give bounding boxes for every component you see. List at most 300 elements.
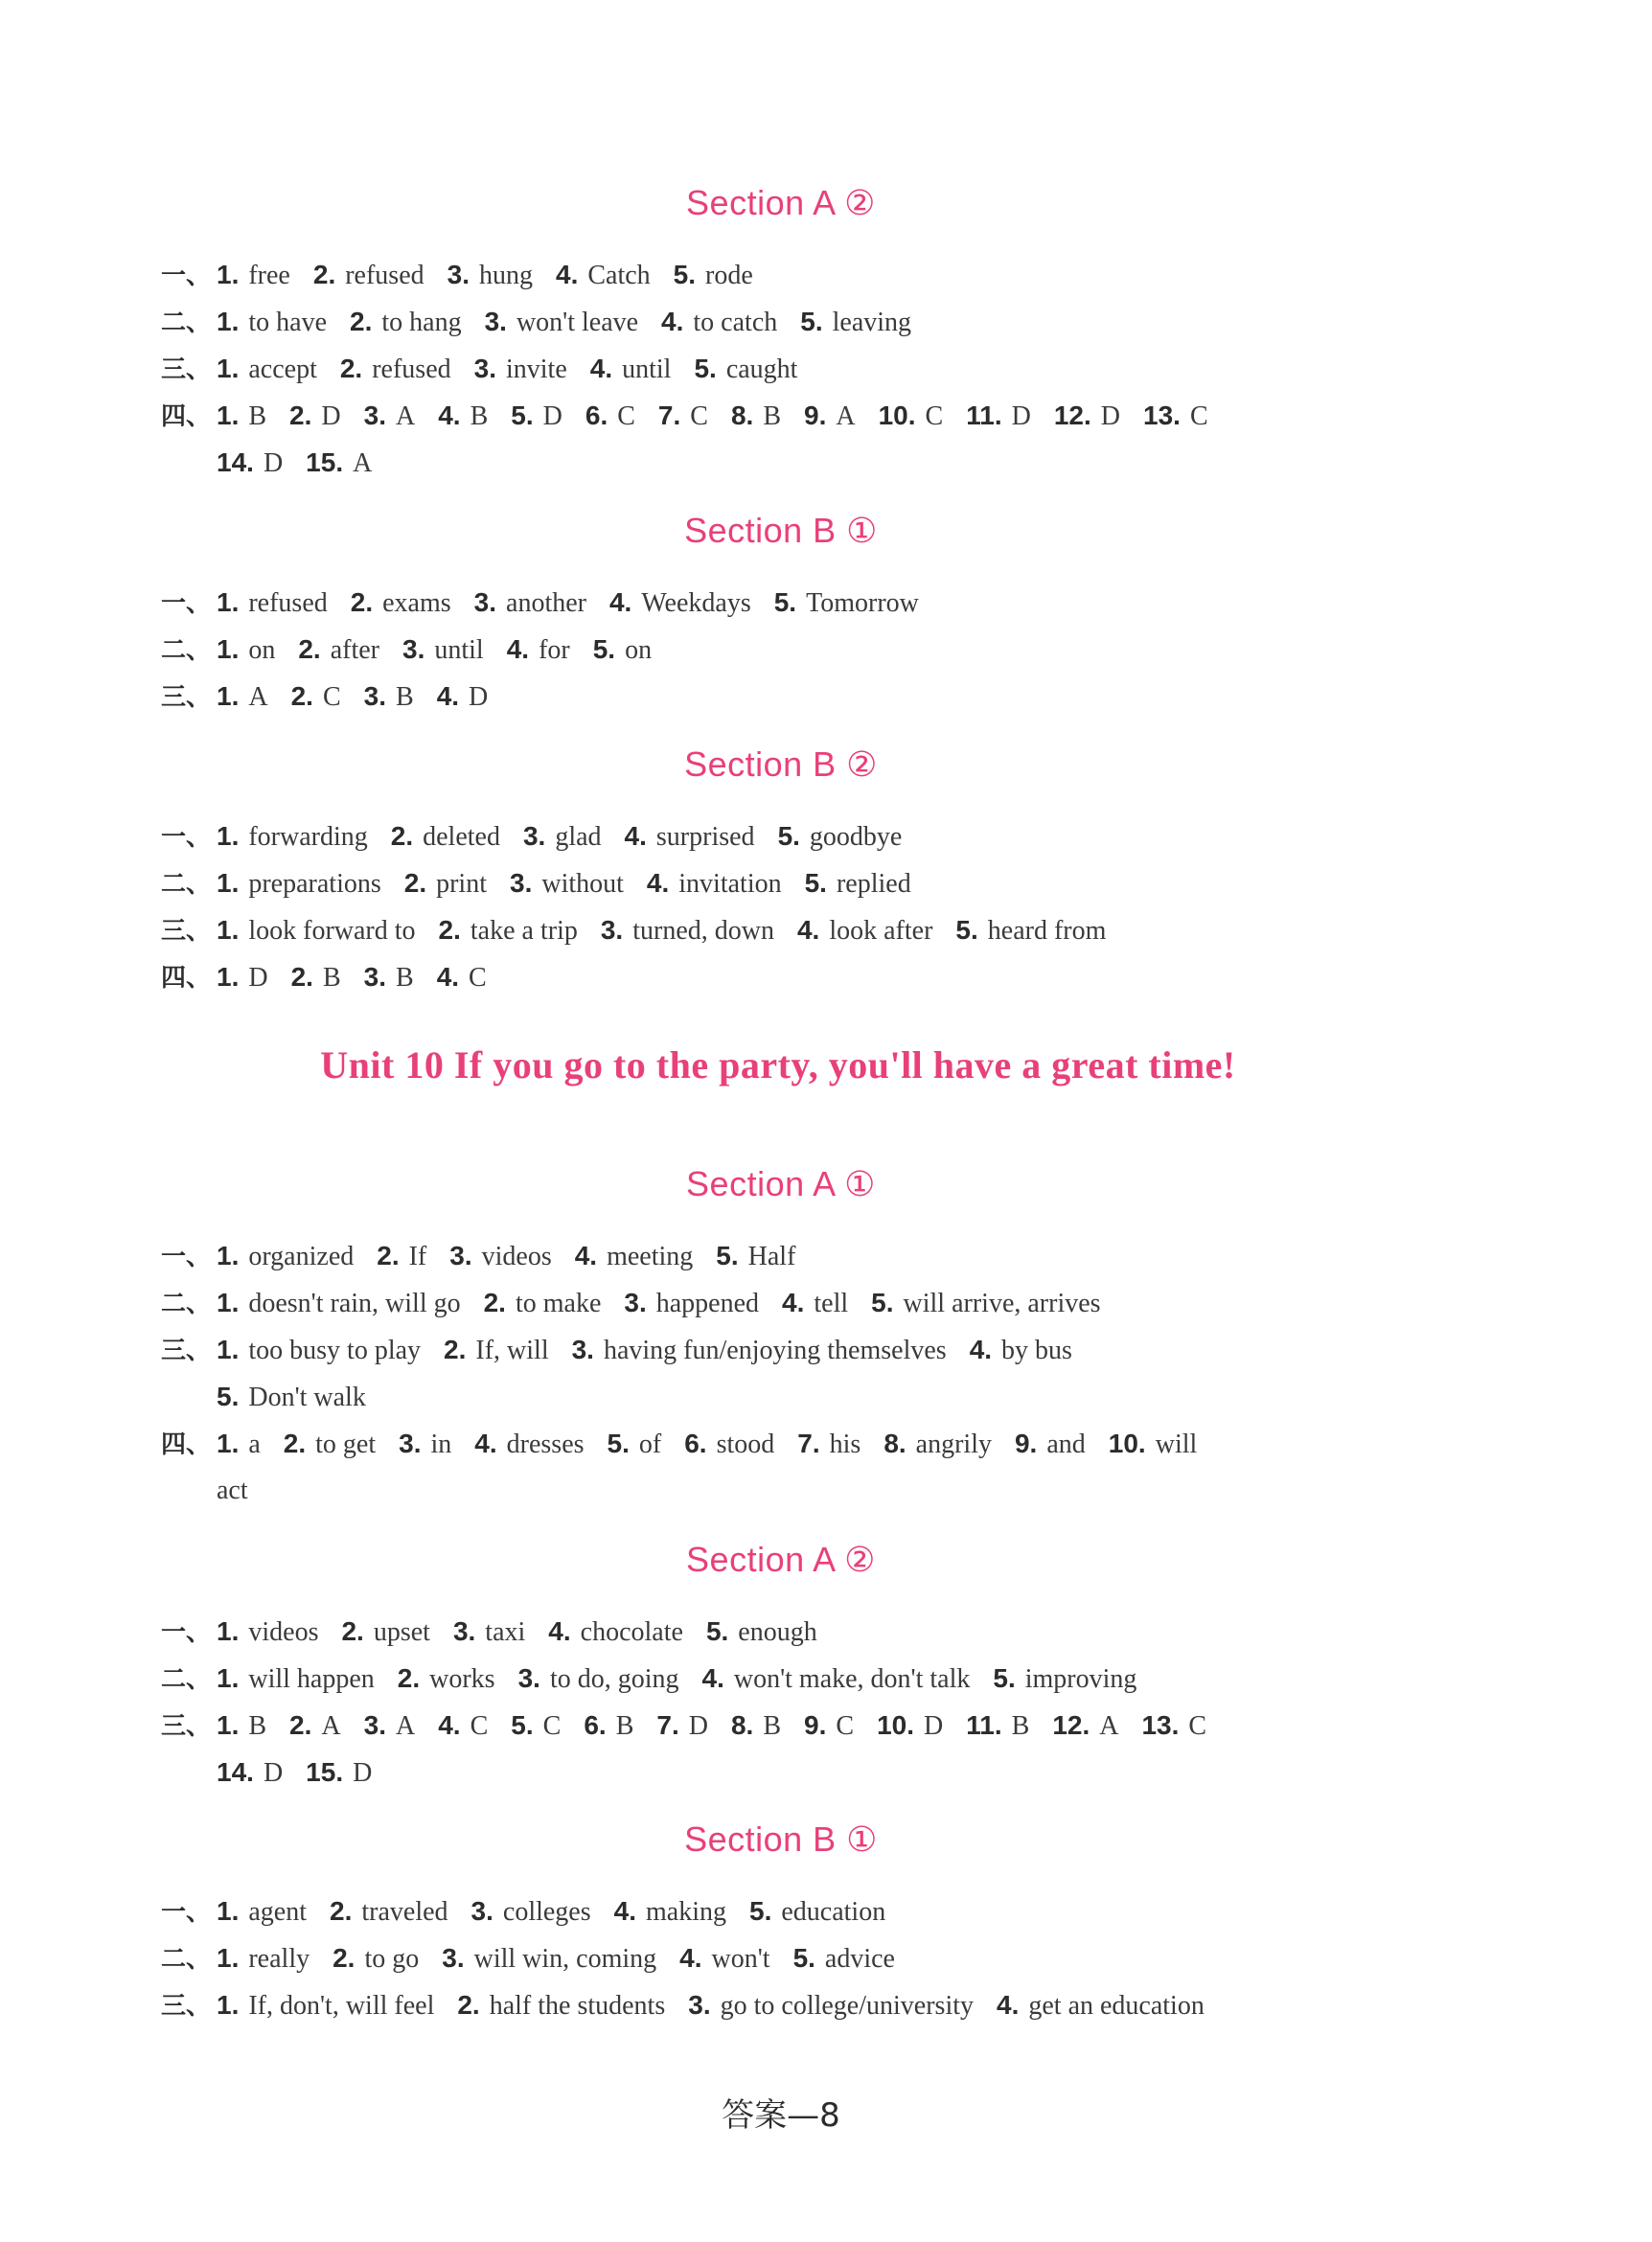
answer-item bbox=[306, 448, 372, 478]
answer-item bbox=[350, 308, 462, 337]
answer-item bbox=[601, 916, 774, 946]
answer-number: 5. bbox=[777, 821, 800, 851]
answer-item bbox=[306, 1758, 372, 1788]
answer-item bbox=[217, 1430, 261, 1459]
answer-item bbox=[217, 1242, 354, 1271]
answer-number: 5. bbox=[749, 1896, 772, 1926]
answer-text: C bbox=[925, 401, 944, 431]
answer-text: traveled bbox=[361, 1897, 448, 1927]
answer-number: 1. bbox=[217, 1429, 240, 1458]
answer-number: 2. bbox=[289, 1710, 312, 1740]
answer-item bbox=[694, 355, 797, 384]
answer-number: 5. bbox=[800, 307, 823, 336]
answer-text: another bbox=[506, 588, 586, 618]
answer-number: 3. bbox=[447, 260, 470, 289]
answer-item bbox=[217, 963, 268, 993]
answer-number: 8. bbox=[730, 400, 754, 430]
answer-text: glad bbox=[555, 822, 602, 852]
answer-number: 8. bbox=[730, 1710, 754, 1740]
answer-number: 2. bbox=[341, 1616, 364, 1646]
answer-text: B bbox=[763, 401, 782, 431]
answer-number: 5. bbox=[694, 354, 717, 383]
question-group-label: 二、 bbox=[161, 636, 212, 665]
answer-item bbox=[614, 1897, 726, 1927]
answer-item bbox=[1015, 1430, 1086, 1459]
answer-item bbox=[364, 963, 414, 993]
answer-item bbox=[217, 1991, 434, 2021]
answer-item bbox=[805, 869, 911, 899]
answer-item bbox=[1052, 1711, 1118, 1741]
answer-text: B bbox=[763, 1711, 782, 1741]
answer-text: advice bbox=[824, 1944, 895, 1974]
answer-row bbox=[161, 1981, 1464, 2028]
answer-number: 3. bbox=[473, 587, 497, 617]
answer-text: his bbox=[829, 1430, 861, 1459]
question-group-label: 一、 bbox=[161, 1618, 212, 1647]
answer-number: 2. bbox=[298, 634, 321, 664]
answer-number: 4. bbox=[506, 634, 530, 664]
answer-text: angrily bbox=[915, 1430, 992, 1459]
answer-item bbox=[364, 401, 416, 431]
answer-number: 6. bbox=[585, 400, 608, 430]
answer-item bbox=[364, 1711, 416, 1741]
answer-item bbox=[1141, 1711, 1206, 1741]
question-group-label: 三、 bbox=[161, 1712, 212, 1741]
answer-number: 9. bbox=[804, 400, 827, 430]
answer-number: 1. bbox=[217, 1616, 240, 1646]
answer-item bbox=[793, 1944, 895, 1974]
answer-item bbox=[217, 448, 283, 478]
answer-text: A bbox=[1099, 1711, 1119, 1741]
answer-number: 15. bbox=[306, 1757, 344, 1787]
answer-item bbox=[800, 308, 911, 337]
answer-text: really bbox=[248, 1944, 310, 1974]
answer-item bbox=[485, 308, 638, 337]
answer-row bbox=[161, 392, 1464, 439]
answer-item bbox=[437, 682, 489, 712]
answer-text: A bbox=[836, 401, 856, 431]
answer-number: 6. bbox=[584, 1710, 607, 1740]
answer-item bbox=[439, 916, 578, 946]
answer-text: B bbox=[396, 963, 414, 993]
answer-item bbox=[313, 261, 424, 290]
answer-item bbox=[997, 1991, 1205, 2021]
answer-text: and bbox=[1046, 1430, 1086, 1459]
answer-number: 4. bbox=[782, 1288, 805, 1317]
answer-item bbox=[442, 1944, 656, 1974]
question-group-label: 三、 bbox=[161, 355, 212, 384]
answer-text: to catch bbox=[693, 308, 778, 337]
answer-text: A bbox=[396, 1711, 416, 1741]
answer-text: for bbox=[539, 635, 570, 665]
answer-rows bbox=[161, 1608, 1464, 1796]
answer-text: D bbox=[321, 401, 341, 431]
answer-item bbox=[341, 1617, 429, 1647]
answer-number: 1. bbox=[217, 400, 240, 430]
answer-text: refused bbox=[248, 588, 328, 618]
question-group-label: 二、 bbox=[161, 1290, 212, 1318]
question-group-label: 二、 bbox=[161, 1945, 212, 1974]
answer-row bbox=[161, 251, 1464, 298]
answer-item bbox=[438, 401, 488, 431]
answer-item bbox=[217, 1289, 461, 1318]
answer-item bbox=[217, 1758, 283, 1788]
answer-row bbox=[161, 1608, 1464, 1655]
answer-number: 2. bbox=[350, 307, 373, 336]
answer-text: D bbox=[542, 401, 562, 431]
answer-text: works bbox=[429, 1664, 495, 1694]
answer-text: D bbox=[469, 682, 489, 712]
answer-item bbox=[330, 1897, 448, 1927]
answer-text: colleges bbox=[502, 1897, 591, 1927]
answer-item bbox=[217, 1617, 318, 1647]
answer-number: 5. bbox=[716, 1241, 739, 1270]
answer-item bbox=[658, 401, 708, 431]
answer-item bbox=[298, 635, 379, 665]
answer-item bbox=[731, 401, 781, 431]
answer-text: dresses bbox=[506, 1430, 585, 1459]
answer-text: agent bbox=[248, 1897, 307, 1927]
answer-number: 4. bbox=[796, 915, 820, 945]
answer-item bbox=[608, 1430, 662, 1459]
answer-number: 2. bbox=[483, 1288, 506, 1317]
answer-number: 5. bbox=[592, 634, 616, 664]
answer-text: print bbox=[436, 869, 487, 899]
answer-row bbox=[161, 1232, 1464, 1279]
answer-item bbox=[731, 1711, 781, 1741]
answer-number: 4. bbox=[436, 962, 460, 992]
answer-item bbox=[217, 916, 416, 946]
answer-number: 4. bbox=[646, 868, 670, 898]
answer-text: C bbox=[617, 401, 635, 431]
answer-rows bbox=[161, 1232, 1464, 1514]
answer-text: won't make, don't talk bbox=[733, 1664, 971, 1694]
answer-item bbox=[474, 588, 586, 618]
answer-item bbox=[556, 261, 651, 290]
answer-number: 1. bbox=[217, 1990, 240, 2020]
answer-text: B bbox=[1011, 1711, 1030, 1741]
answer-number: 12. bbox=[1052, 1710, 1090, 1740]
answer-text: having fun/enjoying themselves bbox=[603, 1336, 947, 1365]
answer-item bbox=[507, 635, 570, 665]
answer-text: A bbox=[353, 448, 373, 478]
section-title: Section A ② bbox=[686, 1540, 876, 1579]
answer-number: 3. bbox=[522, 821, 546, 851]
answer-item bbox=[970, 1336, 1072, 1365]
section-title: Section A ① bbox=[686, 1164, 876, 1203]
answer-text: C bbox=[322, 682, 341, 712]
answer-text: on bbox=[625, 635, 653, 665]
answer-number: 3. bbox=[688, 1990, 711, 2020]
answer-text: upset bbox=[373, 1617, 430, 1647]
answer-text: look forward to bbox=[248, 916, 416, 946]
answer-text: on bbox=[248, 635, 276, 665]
answer-text: won't bbox=[711, 1944, 770, 1974]
answer-number: 2. bbox=[377, 1241, 400, 1270]
answer-number: 13. bbox=[1143, 400, 1181, 430]
answer-item bbox=[438, 1711, 488, 1741]
answer-text: B bbox=[248, 1711, 267, 1741]
answer-item bbox=[453, 1617, 525, 1647]
section-title: Section B ① bbox=[684, 1819, 878, 1859]
answer-text: If, don't, will feel bbox=[248, 1991, 435, 2021]
answer-text: D bbox=[1100, 401, 1121, 431]
answer-text: replied bbox=[836, 869, 911, 899]
answer-item bbox=[217, 1383, 366, 1412]
answer-number: 10. bbox=[877, 1710, 914, 1740]
answer-text: without bbox=[541, 869, 624, 899]
answer-text: turned, down bbox=[632, 916, 774, 946]
answer-item bbox=[474, 355, 567, 384]
answer-number: 1. bbox=[217, 681, 240, 711]
answer-item bbox=[716, 1242, 795, 1271]
answer-text: If, will bbox=[475, 1336, 549, 1365]
answer-number: 1. bbox=[217, 634, 240, 664]
answer-number: 1. bbox=[217, 1896, 240, 1926]
answer-item bbox=[437, 963, 487, 993]
answer-item bbox=[511, 1711, 561, 1741]
answer-item bbox=[217, 635, 275, 665]
answer-text: enough bbox=[738, 1617, 817, 1647]
answer-number: 5. bbox=[773, 587, 797, 617]
answer-text: invite bbox=[505, 355, 567, 384]
answer-item bbox=[774, 588, 919, 618]
answer-row bbox=[161, 1702, 1464, 1749]
answer-row bbox=[161, 1326, 1464, 1373]
answer-item bbox=[289, 401, 341, 431]
answer-number: 3. bbox=[363, 1710, 386, 1740]
answer-number: 1. bbox=[217, 1663, 240, 1693]
answer-item bbox=[584, 1711, 633, 1741]
section-title: Section B ① bbox=[684, 511, 878, 550]
answer-number: 7. bbox=[657, 400, 681, 430]
answer-item bbox=[399, 1430, 451, 1459]
answer-item bbox=[674, 261, 753, 290]
answer-item bbox=[590, 355, 672, 384]
answer-number: 5. bbox=[217, 1382, 240, 1411]
answer-text: C bbox=[542, 1711, 562, 1741]
question-group-label: 三、 bbox=[161, 1992, 212, 2021]
answer-item bbox=[340, 355, 451, 384]
answer-number: 4. bbox=[438, 400, 461, 430]
answer-item bbox=[647, 869, 782, 899]
answer-number: 2. bbox=[290, 681, 313, 711]
answer-item bbox=[404, 869, 487, 899]
answer-text: D bbox=[924, 1711, 944, 1741]
answer-item bbox=[624, 1289, 759, 1318]
answer-item bbox=[684, 1430, 774, 1459]
answer-item bbox=[966, 401, 1031, 431]
answer-number: 2. bbox=[290, 962, 313, 992]
answer-text: preparations bbox=[248, 869, 381, 899]
answer-item bbox=[548, 1617, 683, 1647]
answer-text: of bbox=[638, 1430, 662, 1459]
answer-item bbox=[217, 682, 268, 712]
answer-text: until bbox=[434, 635, 484, 665]
question-group-label: 一、 bbox=[161, 589, 212, 618]
question-group-label: 四、 bbox=[161, 1430, 212, 1459]
answer-item bbox=[217, 261, 290, 290]
answer-text: by bus bbox=[1001, 1336, 1072, 1365]
answer-item bbox=[510, 869, 624, 899]
answer-text: go to college/university bbox=[720, 1991, 974, 2021]
answer-number: 4. bbox=[679, 1943, 702, 1973]
answer-text: get an education bbox=[1028, 1991, 1205, 2021]
answer-item bbox=[523, 822, 602, 852]
answer-text: heard from bbox=[987, 916, 1107, 946]
section-block bbox=[161, 1161, 1464, 1514]
answer-item bbox=[217, 308, 327, 337]
answer-number: 4. bbox=[436, 681, 460, 711]
answer-number: 2. bbox=[390, 821, 414, 851]
answer-item bbox=[1054, 401, 1120, 431]
answer-text: C bbox=[1189, 401, 1208, 431]
answer-number: 5. bbox=[804, 868, 827, 898]
answer-text: a bbox=[248, 1430, 261, 1459]
answer-number: 5. bbox=[871, 1288, 894, 1317]
answer-text: A bbox=[248, 682, 268, 712]
answer-item bbox=[217, 1897, 307, 1927]
answer-item bbox=[457, 1991, 665, 2021]
answer-number: 2. bbox=[330, 1896, 353, 1926]
answer-item bbox=[782, 1289, 848, 1318]
answer-number: 1. bbox=[217, 307, 240, 336]
answer-number: 4. bbox=[589, 354, 613, 383]
answer-text: B bbox=[396, 682, 414, 712]
answer-rows bbox=[161, 251, 1464, 486]
answer-item bbox=[797, 916, 932, 946]
answer-number: 7. bbox=[797, 1429, 820, 1458]
answer-text: will happen bbox=[248, 1664, 375, 1694]
answer-number: 5. bbox=[955, 915, 978, 945]
section-block bbox=[161, 1817, 1464, 2028]
answer-number: 12. bbox=[1053, 400, 1091, 430]
answer-number: 6. bbox=[684, 1429, 707, 1458]
answer-text: B bbox=[615, 1711, 634, 1741]
answer-number: 3. bbox=[363, 681, 386, 711]
answer-text: chocolate bbox=[580, 1617, 683, 1647]
answer-row bbox=[161, 345, 1464, 392]
answer-text: B bbox=[248, 401, 267, 431]
answer-item bbox=[484, 1289, 602, 1318]
answer-text: D bbox=[353, 1758, 373, 1788]
answer-number: 11. bbox=[966, 400, 1002, 430]
answer-item bbox=[351, 588, 451, 618]
answer-number: 14. bbox=[217, 1757, 254, 1787]
answer-text: will arrive, arrives bbox=[903, 1289, 1101, 1318]
answer-number: 5. bbox=[705, 1616, 729, 1646]
answer-row bbox=[161, 859, 1464, 906]
answer-item bbox=[284, 1430, 376, 1459]
answer-item bbox=[1143, 401, 1208, 431]
answer-text: free bbox=[248, 261, 290, 290]
answer-number: 1. bbox=[217, 1288, 240, 1317]
section-block bbox=[161, 180, 1464, 486]
section-block bbox=[161, 742, 1464, 1000]
answer-number: 5. bbox=[607, 1429, 630, 1458]
answer-item bbox=[702, 1664, 971, 1694]
unit-title: Unit 10 If you go to the party, you'll have a great time! bbox=[320, 1043, 1236, 1087]
answer-number: 4. bbox=[661, 307, 684, 336]
answer-item bbox=[955, 916, 1106, 946]
answer-row bbox=[161, 1467, 1464, 1514]
answer-number: 5. bbox=[511, 400, 534, 430]
answer-text: rode bbox=[705, 261, 753, 290]
section-title: Section B ② bbox=[684, 744, 878, 784]
answer-item bbox=[474, 1430, 584, 1459]
answer-text: take a trip bbox=[470, 916, 578, 946]
answer-text: surprised bbox=[655, 822, 755, 852]
answer-text: organized bbox=[248, 1242, 355, 1271]
answer-number: 2. bbox=[333, 1943, 356, 1973]
answer-text: after bbox=[330, 635, 380, 665]
answer-number: 2. bbox=[339, 354, 363, 383]
answer-row bbox=[161, 953, 1464, 1000]
answer-item bbox=[217, 401, 266, 431]
answer-number: 3. bbox=[363, 400, 386, 430]
question-group-label: 二、 bbox=[161, 870, 212, 899]
answer-item bbox=[377, 1242, 426, 1271]
question-group-label: 一、 bbox=[161, 823, 212, 852]
answer-item bbox=[661, 308, 777, 337]
answer-text: invitation bbox=[678, 869, 782, 899]
answer-number: 11. bbox=[966, 1710, 1002, 1740]
answer-text: videos bbox=[248, 1617, 319, 1647]
question-group-label: 一、 bbox=[161, 262, 212, 290]
question-group-label: 一、 bbox=[161, 1898, 212, 1927]
answer-number: 4. bbox=[556, 260, 579, 289]
answer-number: 9. bbox=[804, 1710, 827, 1740]
answer-item bbox=[749, 1897, 885, 1927]
answer-text: videos bbox=[481, 1242, 552, 1271]
answer-text: half the students bbox=[489, 1991, 666, 2021]
answer-number: 3. bbox=[510, 868, 533, 898]
answer-text: to do, going bbox=[549, 1664, 679, 1694]
answer-number: 4. bbox=[997, 1990, 1020, 2020]
answer-item bbox=[217, 1476, 248, 1505]
answer-item bbox=[447, 261, 533, 290]
answer-number: 9. bbox=[1014, 1429, 1038, 1458]
answer-item bbox=[444, 1336, 549, 1365]
answer-number: 2. bbox=[397, 1663, 421, 1693]
answer-number: 2. bbox=[438, 915, 461, 945]
answer-text: to go bbox=[364, 1944, 420, 1974]
answer-text: making bbox=[646, 1897, 726, 1927]
answer-number: 1. bbox=[217, 1335, 240, 1364]
answer-row bbox=[161, 673, 1464, 720]
page-number: 答案—8 bbox=[722, 2096, 840, 2135]
answer-number: 3. bbox=[517, 1663, 540, 1693]
answer-number: 3. bbox=[449, 1241, 472, 1270]
answer-text: D bbox=[1011, 401, 1031, 431]
answer-number: 3. bbox=[402, 634, 425, 664]
answer-item bbox=[291, 682, 341, 712]
answer-item bbox=[966, 1711, 1029, 1741]
answer-item bbox=[291, 963, 341, 993]
answer-text: education bbox=[781, 1897, 886, 1927]
answer-row bbox=[161, 906, 1464, 953]
answer-number: 13. bbox=[1141, 1710, 1180, 1740]
answer-item bbox=[518, 1664, 679, 1694]
answer-number: 1. bbox=[217, 587, 240, 617]
answer-text: refused bbox=[345, 261, 424, 290]
answer-rows bbox=[161, 812, 1464, 1000]
answer-text: deleted bbox=[423, 822, 500, 852]
answer-text: look after bbox=[829, 916, 933, 946]
answer-number: 3. bbox=[442, 1943, 465, 1973]
answer-text: forwarding bbox=[248, 822, 368, 852]
answer-row bbox=[161, 812, 1464, 859]
